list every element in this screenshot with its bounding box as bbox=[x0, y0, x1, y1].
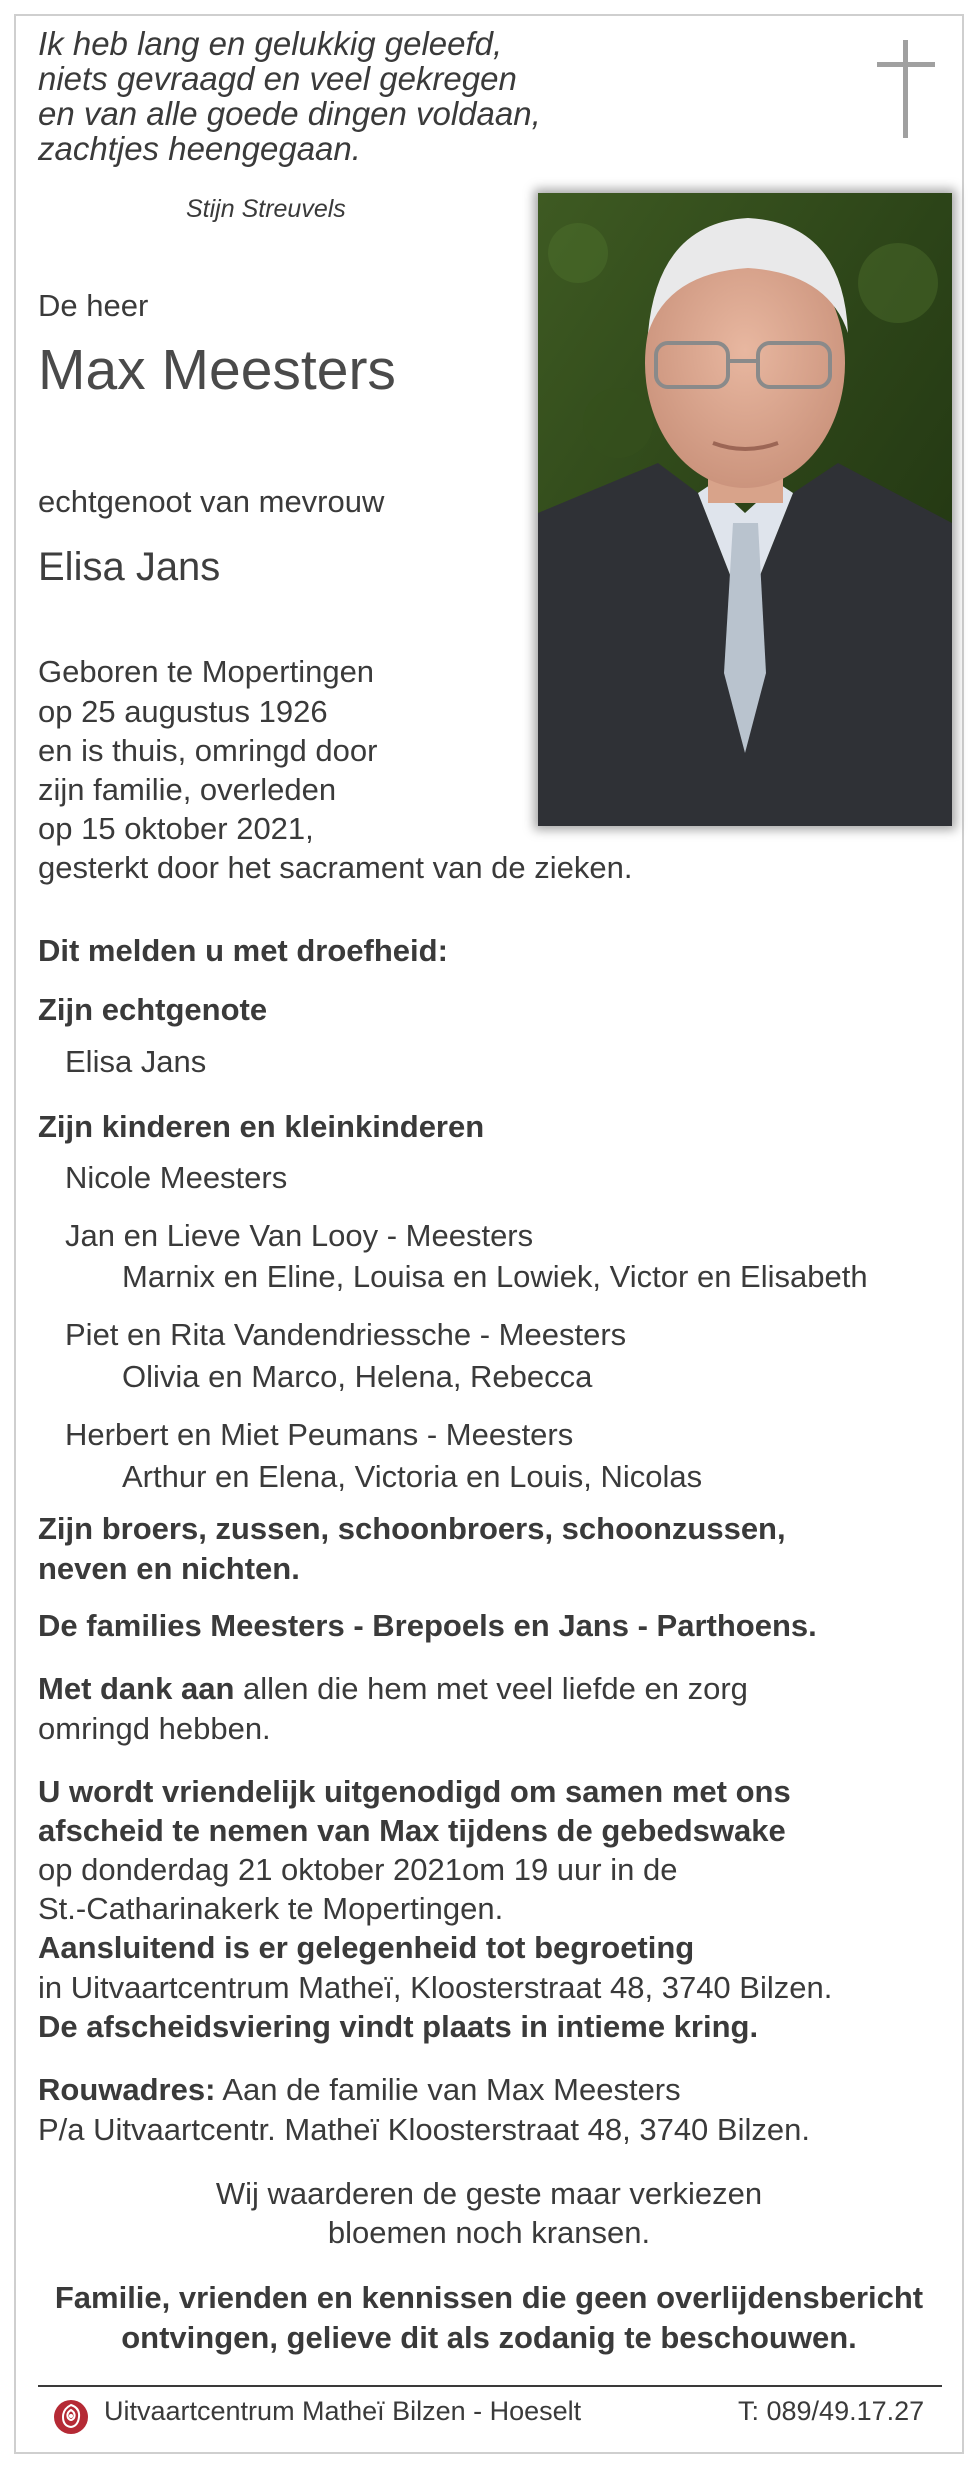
funeral-home-name: Uitvaartcentrum Matheï Bilzen - Hoeselt bbox=[104, 2396, 582, 2426]
thanks-line bbox=[38, 1671, 748, 1707]
grandchildren-entry: Olivia en Marco, Helena, Rebecca bbox=[122, 1359, 593, 1394]
poem-line: zachtjes heengegaan. bbox=[38, 130, 361, 167]
thanks-line: omringd hebben. bbox=[38, 1711, 271, 1746]
cross-icon bbox=[875, 38, 937, 140]
spouse-entry: Elisa Jans bbox=[65, 1044, 207, 1079]
ceremony-line: St.-Catharinakerk te Mopertingen. bbox=[38, 1891, 504, 1926]
ceremony-line: op donderdag 21 oktober 2021om 19 uur in de bbox=[38, 1852, 678, 1887]
address-rest: Aan de familie van Max Meesters bbox=[215, 2072, 681, 2107]
flowers-line: bloemen noch kransen. bbox=[327, 2215, 651, 2250]
child-entry: Nicole Meesters bbox=[65, 1160, 288, 1195]
poem-line: niets gevraagd en veel gekregen bbox=[38, 60, 517, 97]
spouse-intro: echtgenoot van mevrouw bbox=[38, 484, 385, 519]
bio-line: Geboren te Mopertingen bbox=[38, 654, 375, 689]
footer-divider bbox=[38, 2385, 942, 2387]
notice-line: ontvingen, gelieve dit als zodanig te beschouwen. bbox=[121, 2320, 857, 2355]
honorific: De heer bbox=[38, 288, 149, 323]
ceremony-line: afscheid te nemen van Max tijdens de gebedswake bbox=[38, 1813, 786, 1848]
siblings-line: neven en nichten. bbox=[38, 1551, 300, 1586]
thanks-bold: Met dank aan bbox=[38, 1671, 235, 1706]
child-entry: Jan en Lieve Van Looy - Meesters bbox=[65, 1218, 534, 1253]
thanks-rest: allen die hem met veel liefde en zorg bbox=[234, 1671, 748, 1706]
bio-line: en is thuis, omringd door bbox=[38, 733, 378, 768]
poem-line: Ik heb lang en gelukkig geleefd, bbox=[38, 25, 503, 62]
siblings-line: Zijn broers, zussen, schoonbroers, schoonzussen, bbox=[38, 1511, 786, 1546]
address-line: P/a Uitvaartcentr. Matheï Kloosterstraat 48, 3740 Bilzen. bbox=[38, 2112, 810, 2147]
announcement: Dit melden u met droefheid: bbox=[38, 933, 448, 968]
ceremony-line: Aansluitend is er gelegenheid tot begroeting bbox=[38, 1930, 695, 1965]
bio-line: op 25 augustus 1926 bbox=[38, 694, 328, 729]
portrait-photo bbox=[538, 193, 952, 826]
deceased-name: Max Meesters bbox=[38, 338, 396, 402]
address-line bbox=[38, 2072, 681, 2108]
grandchildren-entry: Marnix en Eline, Louisa en Lowiek, Victor en Elisabeth bbox=[122, 1259, 868, 1294]
rose-logo-icon bbox=[52, 2398, 90, 2436]
child-entry: Herbert en Miet Peumans - Meesters bbox=[65, 1417, 574, 1452]
grandchildren-entry: Arthur en Elena, Victoria en Louis, Nicolas bbox=[122, 1459, 703, 1494]
funeral-home-phone: T: 089/49.17.27 bbox=[738, 2396, 925, 2426]
children-heading: Zijn kinderen en kleinkinderen bbox=[38, 1109, 485, 1144]
bio-line: op 15 oktober 2021, bbox=[38, 811, 314, 846]
spouse-heading: Zijn echtgenote bbox=[38, 992, 268, 1027]
spouse-name: Elisa Jans bbox=[38, 545, 221, 589]
poem bbox=[38, 26, 541, 166]
poem-line: en van alle goede dingen voldaan, bbox=[38, 95, 541, 132]
child-entry: Piet en Rita Vandendriessche - Meesters bbox=[65, 1317, 627, 1352]
ceremony-line: U wordt vriendelijk uitgenodigd om samen met ons bbox=[38, 1774, 791, 1809]
flowers-line: Wij waarderen de geste maar verkiezen bbox=[215, 2176, 763, 2211]
bio-line: zijn familie, overleden bbox=[38, 772, 337, 807]
notice-line: Familie, vrienden en kennissen die geen overlijdensbericht bbox=[54, 2280, 924, 2315]
ceremony-line: in Uitvaartcentrum Matheï, Kloosterstraat 48, 3740 Bilzen. bbox=[38, 1970, 833, 2005]
bio-line: gesterkt door het sacrament van de zieken. bbox=[38, 850, 633, 885]
families-line: De families Meesters - Brepoels en Jans - Parthoens. bbox=[38, 1608, 817, 1643]
address-label: Rouwadres: bbox=[38, 2072, 216, 2107]
ceremony-line: De afscheidsviering vindt plaats in intieme kring. bbox=[38, 2009, 759, 2044]
poem-author: Stijn Streuvels bbox=[186, 195, 346, 223]
